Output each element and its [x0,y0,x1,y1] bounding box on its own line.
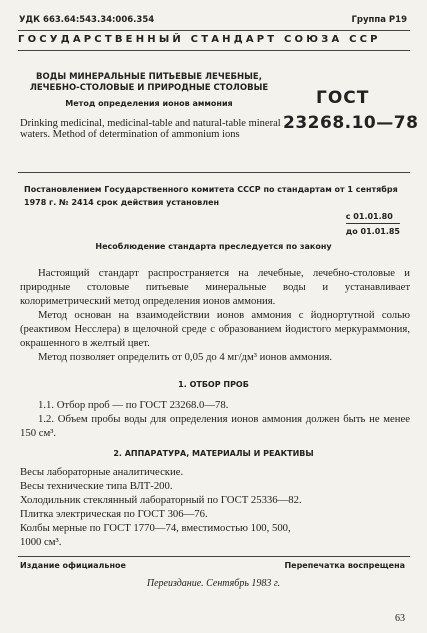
page-number: 63 [395,613,405,624]
section-2-heading: 2. АППАРАТУРА, МАТЕРИАЛЫ И РЕАКТИВЫ [113,449,314,458]
gost-number: 23268.10—78 [283,113,419,133]
section-1-body [20,398,410,440]
decree-text: Постановлением Государственного комитета СССР по стандартам от 1 сентября 1978 г. № 2414 срок действия установлен [24,185,398,207]
top-rule [18,30,410,31]
gost-label: ГОСТ [316,88,370,108]
list-item: Холодильник стеклянный лабораторный по ГОСТ 25336—82. [20,494,302,506]
reissue-note: Переиздание. Сентябрь 1983 г. [146,578,281,589]
law-notice: Несоблюдение стандарта преследуется по закону [95,242,332,251]
intro-paragraphs [20,266,410,364]
title-line-1: ВОДЫ МИНЕРАЛЬНЫЕ ПИТЬЕВЫЕ ЛЕЧЕБНЫЕ, [36,72,262,82]
list-item: Весы лабораторные аналитические. [20,466,184,478]
intro-p2: Метод основан на взаимодействии ионов аммония с йоднортутной солью (реактивом Несслера) в щелочной среде с образованием йодистого меркураммония, окрашенного в желтый цвет. [20,309,410,349]
english-title: Drinking medicinal, medicinal-table and natural-table mineral waters. Method of determination of ammonium ions [20,118,281,140]
group-code: Группа Р19 [351,15,407,25]
reprint-forbidden: Перепечатка воспрещена [284,561,405,570]
date-from: с 01.01.80 [345,212,393,221]
equipment-list [20,465,410,549]
method-title: Метод определения ионов аммония [65,99,233,108]
intro-p3: Метод позволяет определить от 0,05 до 4 мг/дм³ ионов аммония. [38,351,333,363]
list-item: Колбы мерные по ГОСТ 1770—74, вместимостью 100, 500, [20,522,291,534]
standard-banner: ГОСУДАРСТВЕННЫЙ СТАНДАРТ СОЮЗА ССР [18,34,381,45]
validity-dates [346,210,400,238]
section-1-p1: 1.1. Отбор проб — по ГОСТ 23268.0—78. [38,399,229,411]
intro-p1: Настоящий стандарт распространяется на лечебные, лечебно-столовые и природные столовые питьевые минеральные воды и устанавливает колориметрический метод определения ионов аммония. [20,267,410,307]
title-rule [18,172,410,173]
footer-rule [18,556,410,557]
official-edition: Издание официальное [20,561,126,570]
banner-rule [18,50,410,51]
section-1-p2: 1.2. Объем пробы воды для определения ионов аммония должен быть не менее 150 см³. [20,413,410,439]
list-item: 1000 см³. [20,536,62,548]
title-line-2: ЛЕЧЕБНО-СТОЛОВЫЕ И ПРИРОДНЫЕ СТОЛОВЫЕ [29,83,269,93]
udk-code: УДК 663.64:543.34:006.354 [19,15,155,25]
section-1-heading: 1. ОТБОР ПРОБ [178,380,249,389]
list-item: Весы технические типа ВЛТ-200. [20,480,173,492]
date-to: до 01.01.85 [346,223,400,238]
list-item: Плитка электрическая по ГОСТ 306—76. [20,508,208,520]
title-block [24,72,274,109]
